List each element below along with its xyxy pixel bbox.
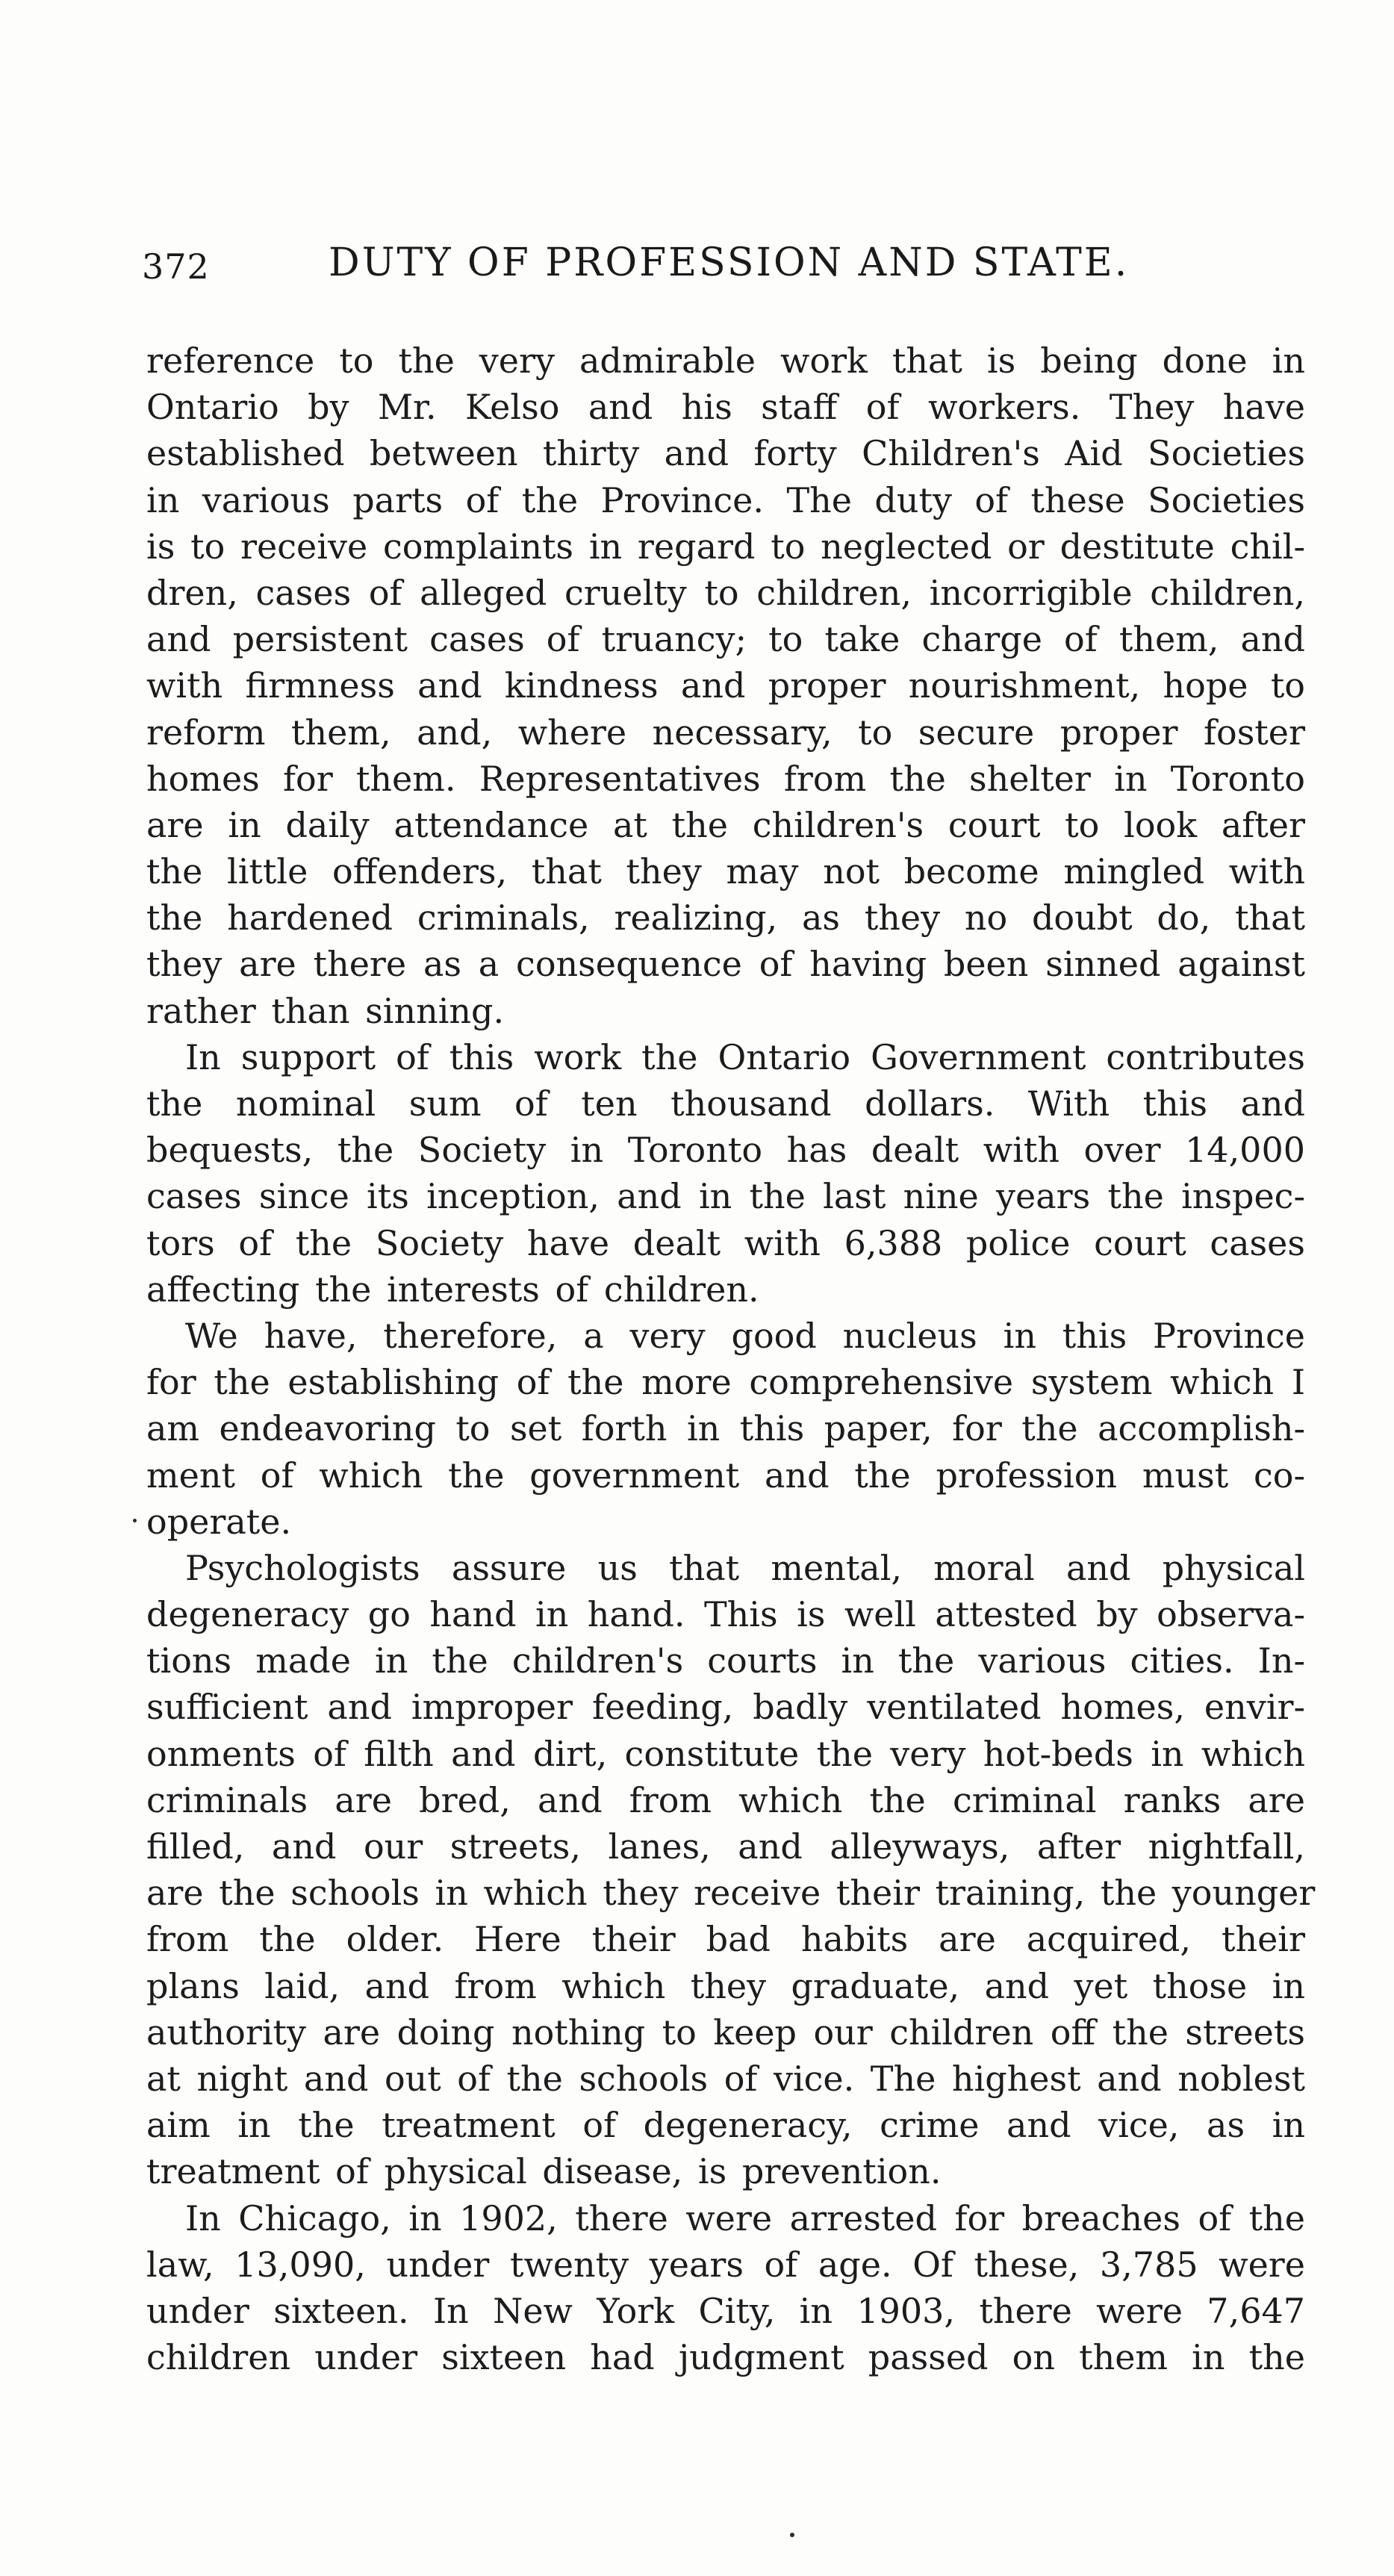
text-line: the hardened criminals, realizing, as they no doubt do, that: [146, 897, 1305, 939]
text-line: children under sixteen had judgment passed on them in the: [146, 2337, 1305, 2378]
text-line: Ontario by Mr. Kelso and his staff of workers. They have: [146, 387, 1305, 428]
bottom-mark: [790, 2533, 794, 2537]
page-number: 372: [142, 246, 210, 287]
text-line: with firmness and kindness and proper nourishment, hope to: [146, 665, 1305, 706]
text-line: authority are doing nothing to keep our children off the streets: [146, 2012, 1305, 2053]
text-line: the nominal sum of ten thousand dollars. With this and: [146, 1083, 1305, 1124]
text-line: plans laid, and from which they graduate, and yet those in: [146, 1965, 1305, 2006]
text-line: established between thirty and forty Children's Aid Societies: [146, 433, 1305, 474]
text-line: treatment of physical disease, is prevention.: [146, 2151, 942, 2192]
text-line: are the schools in which they receive their training, the younger: [146, 1873, 1316, 1914]
text-line: We have, therefore, a very good nucleus in this Province: [185, 1315, 1305, 1356]
margin-mark: [133, 1519, 137, 1522]
paragraph: [146, 2195, 1305, 2381]
page-header: [142, 240, 1307, 300]
text-line: for the establishing of the more comprehensive system which I: [146, 1362, 1305, 1403]
text-line: Psychologists assure us that mental, moral and physical: [185, 1547, 1305, 1588]
text-line: affecting the interests of children.: [146, 1269, 759, 1310]
text-line: degeneracy go hand in hand. This is well attested by observa-: [146, 1594, 1305, 1635]
text-line: aim in the treatment of degeneracy, crime and vice, as in: [146, 2105, 1305, 2146]
text-line: In support of this work the Ontario Government contributes: [185, 1036, 1305, 1077]
text-line: is to receive complaints in regard to neglected or destitute chil-: [146, 526, 1305, 567]
text-line: tors of the Society have dealt with 6,388 police court cases: [146, 1222, 1305, 1263]
text-line: are in daily attendance at the children's court to look after: [146, 804, 1305, 845]
text-line: operate.: [146, 1501, 292, 1542]
text-line: and persistent cases of truancy; to take charge of them, and: [146, 619, 1305, 660]
text-line: sufficient and improper feeding, badly ventilated homes, envir-: [146, 1687, 1305, 1728]
text-line: reform them, and, where necessary, to secure proper foster: [146, 712, 1305, 753]
text-line: ment of which the government and the profession must co-: [146, 1455, 1305, 1496]
text-line: tions made in the children's courts in the various cities. In-: [146, 1640, 1305, 1681]
text-line: under sixteen. In New York City, in 1903, there were 7,647: [146, 2290, 1305, 2331]
running-head: DUTY OF PROFESSION AND STATE.: [329, 240, 1130, 285]
text-line: homes for them. Representatives from the shelter in Toronto: [146, 758, 1305, 799]
text-line: am endeavoring to set forth in this paper, for the accomplish-: [146, 1408, 1305, 1449]
paragraph: [146, 337, 1305, 1034]
paragraph: [146, 1034, 1305, 1313]
text-line: dren, cases of alleged cruelty to children, incorrigible children,: [146, 572, 1305, 613]
text-line: law, 13,090, under twenty years of age. Of these, 3,785 were: [146, 2244, 1305, 2285]
text-line: bequests, the Society in Toronto has dealt with over 14,000: [146, 1130, 1305, 1171]
text-line: at night and out of the schools of vice. The highest and noblest: [146, 2058, 1305, 2099]
text-line: they are there as a consequence of having been sinned against: [146, 944, 1305, 985]
text-line: In Chicago, in 1902, there were arrested for breaches of the: [185, 2197, 1305, 2239]
paragraph: [146, 1545, 1316, 2195]
text-line: rather than sinning.: [146, 990, 505, 1031]
text-line: from the older. Here their bad habits are acquired, their: [146, 1919, 1305, 1960]
text-line: criminals are bred, and from which the criminal ranks are: [146, 1779, 1305, 1820]
body-text: [146, 337, 1316, 2380]
text-line: reference to the very admirable work that is being done in: [146, 340, 1305, 381]
text-line: filled, and our streets, lanes, and alleyways, after nightfall,: [146, 1826, 1305, 1867]
text-line: cases since its inception, and in the last nine years the inspec-: [146, 1176, 1305, 1217]
text-line: the little offenders, that they may not become mingled with: [146, 851, 1305, 892]
paragraph: [146, 1313, 1305, 1545]
text-line: in various parts of the Province. The duty of these Societies: [146, 479, 1305, 520]
text-line: onments of filth and dirt, constitute the very hot-beds in which: [146, 1733, 1305, 1774]
